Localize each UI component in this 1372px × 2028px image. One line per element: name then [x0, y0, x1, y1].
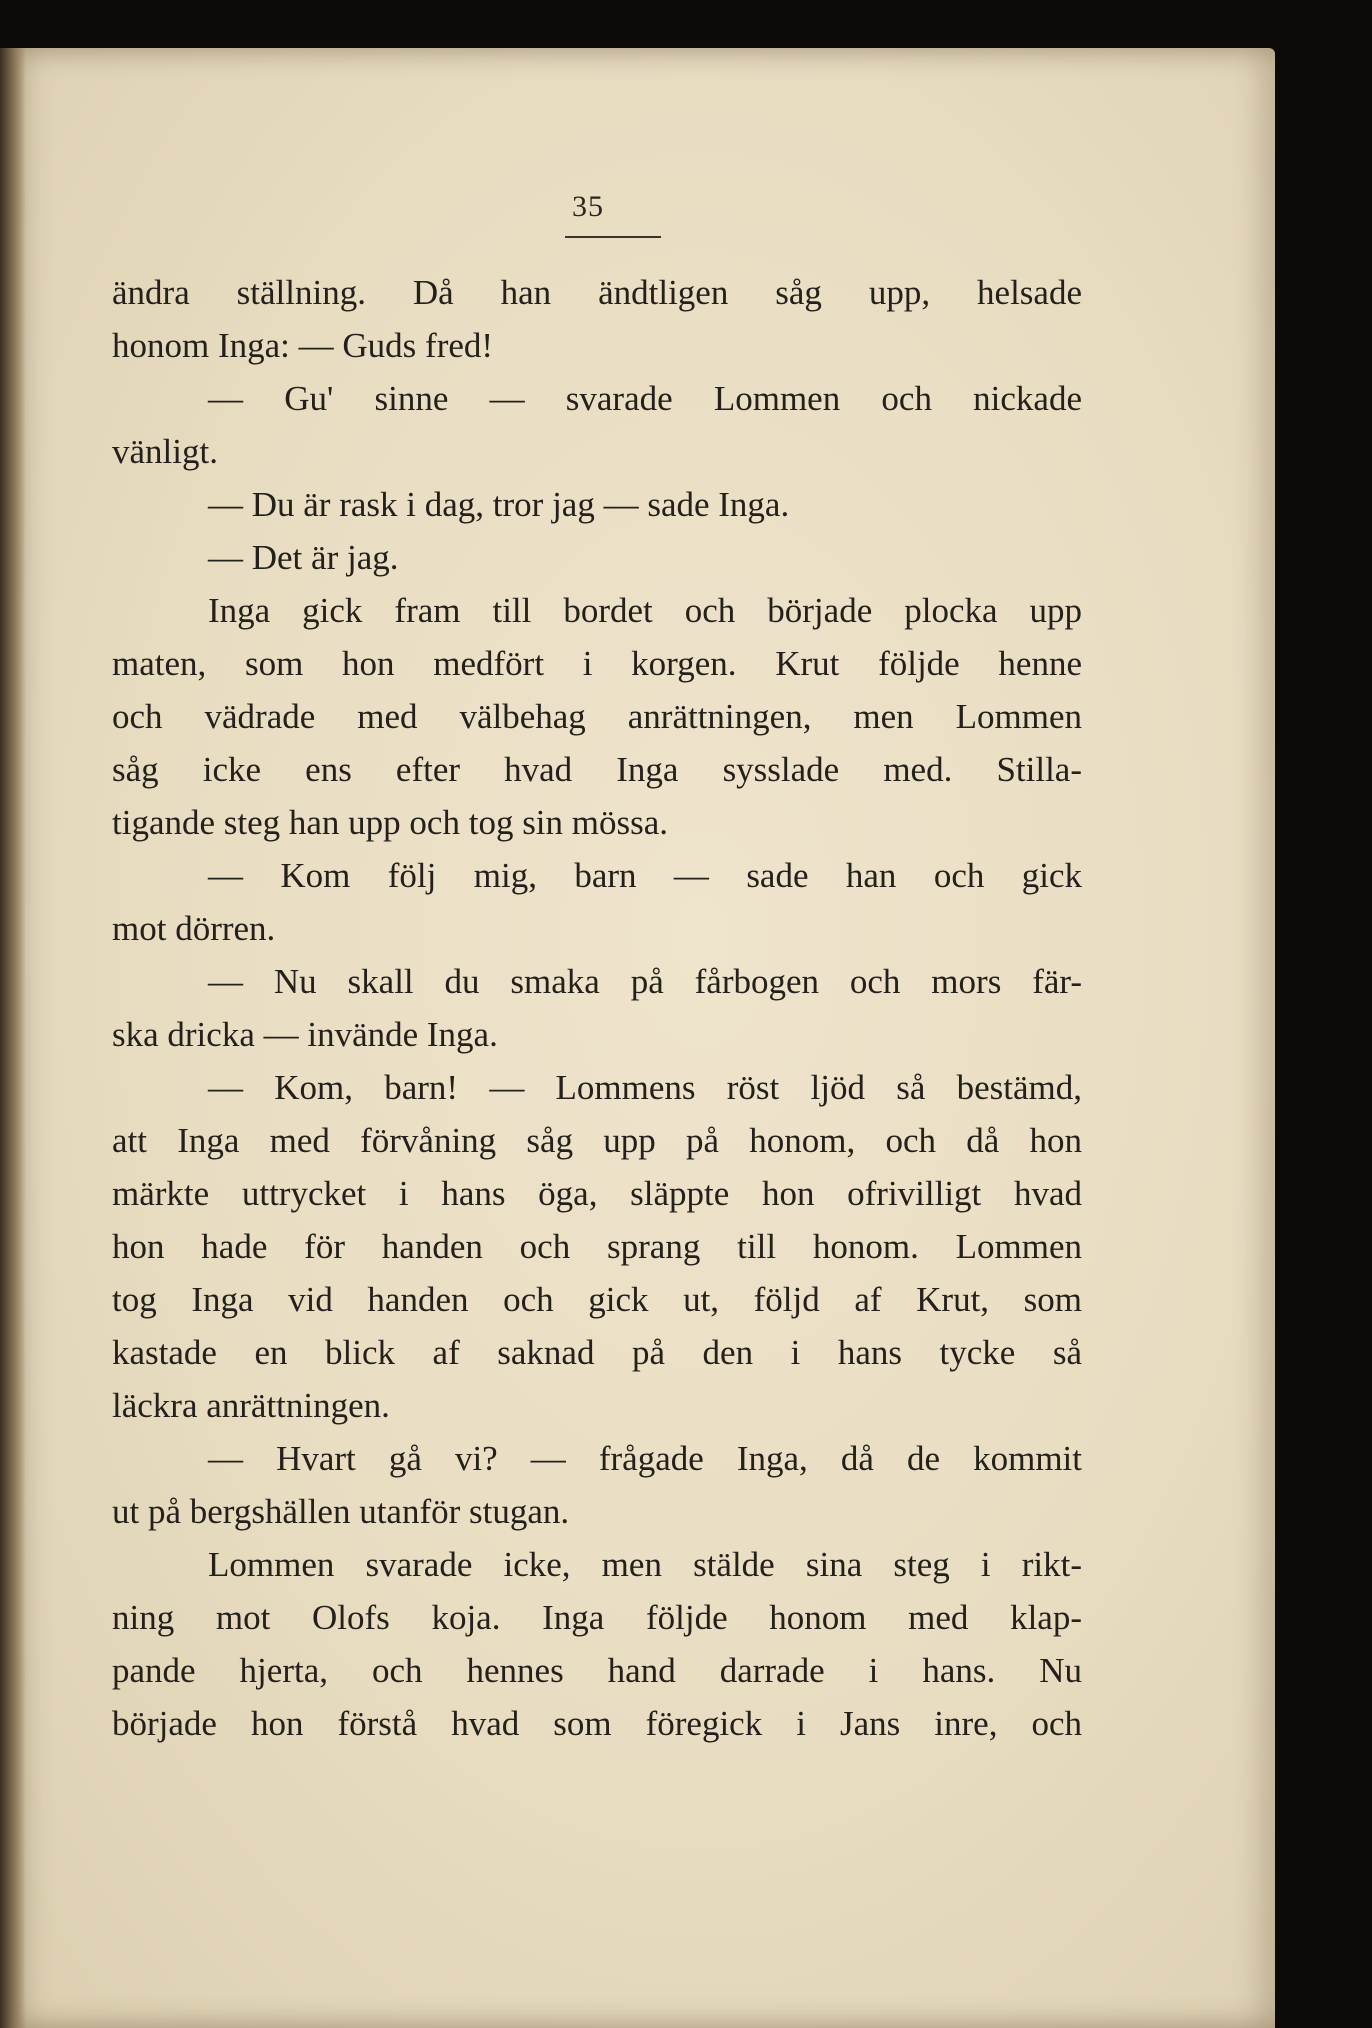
text-line: ändra ställning. Då han ändtligen såg upp, helsade [112, 273, 1082, 312]
text-line: Inga gick fram till bordet och började plocka upp [208, 591, 1082, 630]
text-line: ning mot Olofs koja. Inga följde honom med klap- [112, 1598, 1082, 1637]
text-line: honom Inga: — Guds fred! [112, 326, 494, 365]
text-line: ut på bergshällen utanför stugan. [112, 1492, 570, 1531]
text-line: hon hade för handen och sprang till honom. Lommen [112, 1227, 1082, 1266]
text-line: ska dricka — invände Inga. [112, 1015, 498, 1054]
text-line: läckra anrättningen. [112, 1386, 390, 1425]
text-line: — Nu skall du smaka på fårbogen och mors fär- [208, 962, 1082, 1001]
page-number-rule [565, 236, 661, 238]
text-line: vänligt. [112, 432, 218, 471]
text-line: och vädrade med välbehag anrättningen, men Lommen [112, 697, 1082, 736]
body-text [112, 266, 1082, 1750]
text-line: såg icke ens efter hvad Inga sysslade med. Stilla- [112, 750, 1082, 789]
text-line: mot dörren. [112, 909, 276, 948]
text-line: — Hvart gå vi? — frågade Inga, då de kommit [208, 1439, 1082, 1478]
page-number: 35 [572, 190, 604, 223]
text-line: kastade en blick af saknad på den i hans tycke så [112, 1333, 1082, 1372]
text-line: tigande steg han upp och tog sin mössa. [112, 803, 669, 842]
text-line: — Gu' sinne — svarade Lommen och nickade [208, 379, 1082, 418]
text-line: — Du är rask i dag, tror jag — sade Inga. [208, 485, 790, 524]
text-line: pande hjerta, och hennes hand darrade i hans. Nu [112, 1651, 1082, 1690]
text-line: — Kom följ mig, barn — sade han och gick [208, 856, 1082, 895]
text-line: märkte uttrycket i hans öga, släppte hon ofrivilligt hvad [112, 1174, 1082, 1213]
binding-edge [0, 48, 26, 2028]
text-line: — Kom, barn! — Lommens röst ljöd så bestämd, [208, 1068, 1082, 1107]
text-line: maten, som hon medfört i korgen. Krut följde henne [112, 644, 1082, 683]
text-line: Lommen svarade icke, men stälde sina steg i rikt- [208, 1545, 1082, 1584]
text-line: började hon förstå hvad som föregick i Jans inre, och [112, 1704, 1082, 1743]
text-line: att Inga med förvåning såg upp på honom, och då hon [112, 1121, 1082, 1160]
text-line: tog Inga vid handen och gick ut, följd af Krut, som [112, 1280, 1082, 1319]
text-line: — Det är jag. [208, 538, 399, 577]
